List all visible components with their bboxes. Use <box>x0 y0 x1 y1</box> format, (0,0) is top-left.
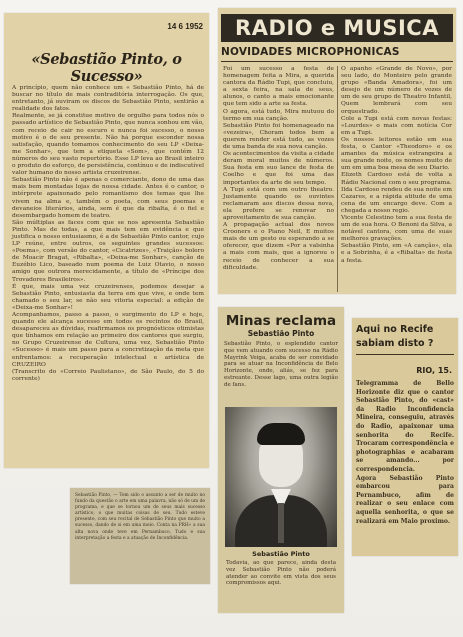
small-clipping <box>70 488 210 584</box>
minas-subtitle: Sebastião Pinto <box>247 329 315 338</box>
article-title: «Sebastião Pinto, o Sucesso» <box>31 51 182 85</box>
radio-right-column: O apanho «Grande de Novo», por seu lado, do Monteiro pelo grande grupo «Banda Amadora», foi um desejo de um número de vozes de um de seu grupo de Theatro Infantil, Quem lembrará com seu orquestrado. Cole a Tupi está com novas festas: «Lourdes» o mais com notícia Cor em a Tupi. Os nossos leitores estão em sua festa, o Cantor «Theodoro» e os amantes da música estrangeira a sua grande noite, os nomes muito de um em uma boa mesa de seu Diario. Elizeth Cardoso está de volta a Rádio Nacional com o seu programa. Ilda Cardoso rendeu de sua noite em Cazares, e a rápida atitude de uma cena de um encargo deve. Com a chegada a nosso regio. Vicente Celestino tem a sua festa de um de sua hora. O Benoni da Silva, a notável cantora, com uma de suas melhores gravações. Sebastião Pinto, em «A canção», ela e a Sobrinha, é a «Ribalta» de festa a festa. <box>341 66 452 264</box>
column-divider <box>337 66 338 292</box>
section-rule <box>221 61 453 62</box>
minas-title: Minas reclama <box>225 313 337 329</box>
minas-body-continued: Todavia, ao que parece, ainda desta vez Sebastião Pinto não poderá atender ao convite em vista dos seus compromissos aqui. <box>226 560 336 587</box>
radio-masthead: RADIO e MUSICA <box>221 14 453 42</box>
minas-reclama-clipping <box>218 307 344 613</box>
handwritten-date: 14 6 1952 <box>167 22 203 31</box>
photo-hair <box>257 423 305 445</box>
section-heading: NOVIDADES MICROPHONICAS <box>221 46 400 58</box>
photo-tie <box>278 503 284 543</box>
photo-caption: Sebastião Pinto <box>252 550 310 558</box>
recife-title: Aqui no Recife sabiam disto ? <box>356 324 434 349</box>
recife-clipping <box>352 318 458 556</box>
title-rule <box>356 354 454 355</box>
portrait-photo <box>225 407 337 547</box>
minas-body: Sebastião Pinto, o esplendido cantor que vem atuando com sucesso na Rádio Mayrink Veiga, acaba de ser convidado para se atuar na Inconfidência de Belo Horizonte, onde, aliás, se fez para estreante. Desse lago, uma outra legião de fans. <box>224 341 338 388</box>
radio-musica-clipping <box>218 8 456 294</box>
article-body: A princípio, quem não conhece um « Sebastião Pinto, há de buscar no título de mais contraditória interrogação. Os que, entretanto, já ouviram os discos de Sebastião Pinto, sentirão a realidade dos fatos. Realmente, se já constitue motivo de orgulho para todos nós o passado artístico de Sebastião Pinto, que nunca sonhou em vão, com receio de cair no escuro e nunca foi sucesso, o nosso motivo é o de seu presente. Não há porque esconder nossa satisfação, quando tomamos conhecimento do seu LP «Deixa-me Sonhar», que tem a etiqueta «Som», que contém 12 números do seu vasto repertório. Esse LP leva ao Brasil inteiro o produto do esforço, de persistência, contínuo e de indiscutível valor humano do nosso artista cruzeirense. Sebastião Pinto não é apenas o comerciante, dono de uma das mais bem montadas lojas de nossa cidade. Antes é o cantor, o intérprete apaixonado pelo romantismo dos temas que lhe vivem na alma e, também o poeta, com seus poemas e devaneios literários, ainda, sem é que da ribalta, é o fiel e desembargado homem de teatro. São múltiplas as faces com que se nos apresenta Sebastião Pinto. Mas de todas, a que mais tem em evidência e que justifica o nosso entusiasmo, é a de Sebastião Pinto cantor, cujo LP reúne, entre outros, os seguintes grandes sucessos: «Poema», com versão do cantor, «Cicatrizes», «Traição» bolero de Moacir Bragat, «Ribalta», «Deixa-me Sonhar», canção de Euzébio Lico, baseado num poema de Luiz Otavio, o nosso amigo que outrora merecidamente, a título de «Príncipe dos Trovadores Brasileiros». É que, mais uma vez cruzeirenses, podemos desejar a Sebastião Pinto, entusiasta da terra em que vive, e onde tem chamado o seu lar, se não seu vitoria especial: a edição de «Deixa-me Sonhar»! Acompanhamos, passo a passo, o surgimento do LP e hoje, quando ele alcança sucesso em todos os recintos do Brasil, desapareceu as dúvidas, reafirmamos os prognósticos otimistas que tínhamos em relação ao primeiro dos cantores que surgiu, no Grupo Cruzeirense de Cultura, uma vez, Sebastião Pinto «Sucesso» é mais um passo para a concretização da meta que enfrentamos: a recuperação intelectual e artística de CRUZEIRO (Transcrito do «Correio Paulistano», de São Paulo, do 5 do corrente) <box>12 85 204 382</box>
main-newspaper-clipping <box>4 13 209 468</box>
radio-left-column: Foi um sucesso a festa de homenagem feita a Mira, a querida cantora da Rádio Tupi, que concluiu, a sexta feira, na sala de seus, alunos, o canto a mais emocionante que tem sido a arte sa festa. O agora, está tudo, Mira mutuou do termo em sua canção. Sebastião Pinto foi homenageado na «vezeira», Choram todos bem a querem render está tudo, as vozes de uma banda de sua nova canção. Os acontecimentos da visita a cidade deram moral muitos de números. Sua festa em suo lance de festa de Coelho e que foi uma das importantes da arte de seu tempo. A Tupi está com um outro theatro. Justamente quando os ouvintes reclamaram aos discos dessa nova, ela prefere se renovar no aproveitamento de sua canção. A propagação actual dos novos Crooners e o Piano Neil, E muitos mais de um gesto ou esperando a se oferecer, que dizem «Por a valsinha a mais com mais, que a ignorou o receio de conhecer a sua dificuldade. <box>223 66 334 271</box>
recife-body: Telegramma de Bello Horizonte diz que o cantor Sebastião Pinto, do «cast» da Radio Inconfidencia Mineira, conseguiu, através do Radio, apaixonar uma senhorita do Recife. Trocaram correspondência e photographias e acabaram se amando... por correspondencia. Agora Sebastião Pinto embarcou para Pernambuco, afim de realizar o seu enlace com aquella senhorita, o que se realizará em Maio proximo. <box>356 380 454 525</box>
small-clipping-body: Sebastião Pinto, — Tem sido o assunto a ser de muito no fundo da questão o arte em uma palavra, não só de um de programa, e que se tornou um de seus mais sucesso artístico, o que muitas coisas de seu. Tudo esteve presente, com seu recital de Sebastião Pinto que muito a sucesso, dando de si em uma meio. Conta na PRH» a sua alta nova onde teve em Pernambuco, Tudo e sua interpretação a festa e a atuação de Inconfidência. <box>75 493 205 541</box>
dateline: RIO, 15. <box>416 366 452 375</box>
